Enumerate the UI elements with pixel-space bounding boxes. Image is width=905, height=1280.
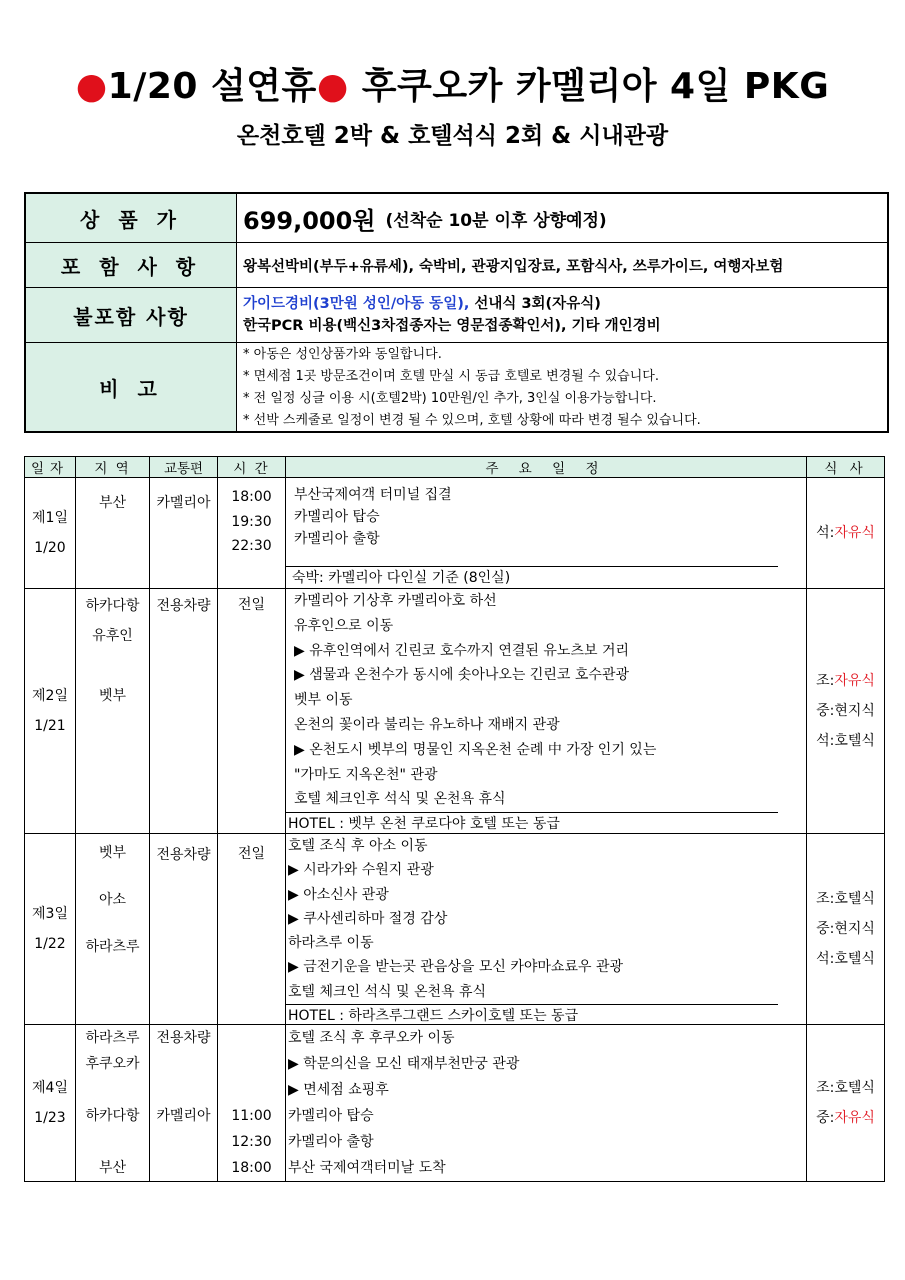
excluded-value bbox=[243, 288, 883, 342]
itinerary-day-row bbox=[25, 478, 885, 589]
region-name bbox=[76, 1077, 149, 1103]
meal-item: 석:자유식 bbox=[816, 525, 875, 541]
schedule-cell bbox=[286, 834, 807, 1025]
schedule-item: 카멜리아 기상후 카멜리아호 하선 bbox=[294, 593, 497, 609]
meal-item: 조:호텔식 bbox=[816, 891, 875, 907]
time-value: 18:00 bbox=[231, 1160, 272, 1176]
remarks-list bbox=[243, 343, 883, 431]
remark-item: * 선박 스케줄로 일정이 변경 될 수 있으며, 호텔 상황에 따라 변경 될수 있습니다. bbox=[243, 413, 701, 428]
day-date: 1/21 bbox=[34, 718, 66, 734]
region-cell bbox=[76, 589, 150, 834]
excluded-line1-rest: 선내식 3회(자유식) bbox=[469, 296, 601, 312]
meal-item: 조:호텔식 bbox=[816, 1080, 875, 1096]
time-value: 19:30 bbox=[231, 513, 272, 530]
schedule-item: ▶ 금전기운을 받는곳 관음상을 모신 카야마쇼료우 관광 bbox=[288, 959, 623, 976]
page-title bbox=[0, 58, 905, 109]
red-dot-icon: ● bbox=[75, 66, 108, 107]
time-value bbox=[218, 1077, 285, 1103]
itinerary-day-row bbox=[25, 834, 885, 1025]
time-value: 22:30 bbox=[231, 538, 272, 554]
day-date: 1/23 bbox=[34, 1110, 66, 1126]
schedule-cell bbox=[286, 1025, 807, 1182]
time-cell bbox=[218, 834, 286, 1025]
hotel-info: HOTEL : 벳부 온천 쿠로다야 호텔 또는 동급 bbox=[286, 812, 778, 834]
price-label: 상 품 가 bbox=[26, 194, 237, 242]
excluded-label: 불포함 사항 bbox=[26, 288, 237, 342]
schedule-item: 카멜리아 탑승 bbox=[288, 1108, 374, 1124]
schedule-item: 호텔 체크인 석식 및 온천욕 휴식 bbox=[288, 983, 487, 1000]
time-value bbox=[218, 1025, 285, 1051]
summary-table bbox=[24, 192, 889, 433]
transport-name: 카멜리아 bbox=[156, 1108, 211, 1124]
region-name bbox=[76, 913, 149, 937]
transport-name: 전용차량 bbox=[156, 1030, 211, 1046]
title-part2: 후쿠오카 카멜리아 4일 PKG bbox=[348, 66, 830, 107]
schedule-item: 유후인으로 이동 bbox=[294, 617, 394, 634]
hotel-info: HOTEL : 하라츠루그랜드 스카이호텔 또는 동급 bbox=[286, 1004, 778, 1026]
transport-cell bbox=[150, 478, 218, 589]
schedule-item: ▶ 온천도시 벳부의 명물인 지옥온천 순례 中 가장 인기 있는 bbox=[294, 741, 657, 758]
time-cell bbox=[218, 1025, 286, 1182]
schedule-cell bbox=[286, 478, 807, 589]
schedule-item: ▶ 시라가와 수원지 관광 bbox=[288, 862, 434, 879]
title-part1: 1/20 설연휴 bbox=[107, 66, 317, 107]
meal-item: 중:현지식 bbox=[816, 703, 875, 719]
time-value: 11:00 bbox=[231, 1108, 272, 1124]
hotel-info: 숙박: 카멜리아 다인실 기준 (8인실) bbox=[286, 566, 778, 588]
time-value: 전일 bbox=[237, 846, 266, 862]
header-time: 시 간 bbox=[218, 457, 286, 478]
schedule-item: 온천의 꽃이라 불리는 유노하나 재배지 관광 bbox=[294, 716, 560, 733]
region-name: 하라츠루 bbox=[85, 939, 140, 955]
transport-name: 카멜리아 bbox=[156, 495, 211, 511]
schedule-item: 부산국제여객 터미널 집결 bbox=[294, 487, 452, 503]
itinerary-header-row bbox=[25, 457, 885, 478]
included-label: 포 함 사 항 bbox=[26, 243, 237, 287]
region-name: 하카다항 bbox=[85, 598, 140, 614]
header-meal: 식 사 bbox=[807, 457, 885, 478]
time-value bbox=[218, 1051, 285, 1077]
day-label: 제4일 bbox=[32, 1080, 68, 1096]
schedule-cell bbox=[286, 589, 807, 834]
itinerary-day-row bbox=[25, 589, 885, 834]
meal-cell bbox=[807, 478, 885, 589]
day-date: 1/22 bbox=[34, 936, 66, 952]
region-name: 후쿠오카 bbox=[85, 1056, 140, 1072]
header-region: 지 역 bbox=[76, 457, 150, 478]
schedule-item: 카멜리아 출항 bbox=[294, 531, 380, 547]
day-label: 제2일 bbox=[32, 688, 68, 704]
itinerary-table bbox=[24, 456, 885, 1182]
region-name bbox=[76, 866, 149, 890]
meal-item: 중:자유식 bbox=[816, 1110, 875, 1126]
region-name: 벳부 bbox=[98, 688, 127, 704]
day-label: 제3일 bbox=[32, 906, 68, 922]
transport-name bbox=[150, 1077, 217, 1103]
meal-item: 석:호텔식 bbox=[816, 951, 875, 967]
meal-cell bbox=[807, 834, 885, 1025]
excluded-row bbox=[26, 287, 887, 342]
meal-item: 조:자유식 bbox=[816, 673, 875, 689]
day-label: 제1일 bbox=[32, 510, 68, 526]
day-cell bbox=[25, 589, 76, 834]
remark-item: * 아동은 성인상품가와 동일합니다. bbox=[243, 347, 442, 362]
meal-cell bbox=[807, 1025, 885, 1182]
transport-cell bbox=[150, 1025, 218, 1182]
schedule-item: 호텔 체크인후 석식 및 온천욕 휴식 bbox=[294, 791, 506, 808]
transport-name bbox=[150, 1051, 217, 1077]
time-value: 12:30 bbox=[231, 1134, 272, 1150]
excluded-line2: 한국PCR 비용(백신3차접종자는 영문접종확인서), 기타 개인경비 bbox=[243, 318, 661, 334]
day-cell bbox=[25, 478, 76, 589]
time-value: 18:00 bbox=[231, 489, 272, 505]
remarks-label: 비 고 bbox=[26, 343, 237, 431]
region-name: 아소 bbox=[98, 892, 127, 908]
meal-item: 중:현지식 bbox=[816, 921, 875, 937]
excluded-guide-fee: 가이드경비(3만원 성인/아동 동일), bbox=[243, 296, 470, 312]
header-date: 일자 bbox=[25, 457, 76, 478]
region-cell bbox=[76, 834, 150, 1025]
schedule-item: 부산 국제여객터미날 도착 bbox=[288, 1160, 446, 1176]
region-name: 하라츠루 bbox=[85, 1030, 140, 1046]
region-cell bbox=[76, 1025, 150, 1182]
schedule-item: 호텔 조식 후 아소 이동 bbox=[288, 838, 428, 854]
time-cell bbox=[218, 478, 286, 589]
region-name: 부산 bbox=[98, 495, 127, 511]
price-note: (선착순 10분 이후 상향예정) bbox=[385, 210, 607, 231]
transport-name: 전용차량 bbox=[156, 847, 211, 863]
region-name: 하카다항 bbox=[85, 1108, 140, 1124]
red-dot-icon: ● bbox=[316, 66, 349, 107]
price-amount: 699,000원 bbox=[243, 206, 376, 235]
schedule-item: ▶ 면세점 쇼핑후 bbox=[288, 1082, 389, 1098]
included-value: 왕복선박비(부두+유류세), 숙박비, 관광지입장료, 포함식사, 쓰루가이드, 여행자보험 bbox=[243, 258, 784, 275]
transport-name: 전용차량 bbox=[156, 598, 211, 614]
schedule-item: ▶ 샘물과 온천수가 동시에 솟아나오는 긴린코 호수관광 bbox=[294, 667, 629, 684]
header-transport: 교통편 bbox=[150, 457, 218, 478]
included-row bbox=[26, 242, 887, 287]
transport-cell bbox=[150, 589, 218, 834]
schedule-item: "가마도 지옥온천" 관광 bbox=[294, 766, 438, 783]
schedule-item: 카멜리아 출항 bbox=[288, 1134, 374, 1150]
day-cell bbox=[25, 1025, 76, 1182]
price-value bbox=[243, 194, 883, 242]
time-cell bbox=[218, 589, 286, 834]
remark-item: * 면세점 1곳 방문조건이며 호텔 만실 시 동급 호텔로 변경될 수 있습니다. bbox=[243, 369, 659, 384]
schedule-item: ▶ 쿠사센리하마 절경 감상 bbox=[288, 910, 448, 927]
region-cell bbox=[76, 478, 150, 589]
remark-item: * 전 일정 싱글 이용 시(호텔2박) 10만원/인 추가, 3인실 이용가능합니다. bbox=[243, 391, 657, 406]
schedule-item: ▶ 유후인역에서 긴린코 호수까지 연결된 유노츠보 거리 bbox=[294, 642, 629, 659]
region-name: 유후인 bbox=[92, 628, 133, 644]
time-value: 전일 bbox=[237, 597, 266, 613]
price-row bbox=[26, 194, 887, 242]
day-cell bbox=[25, 834, 76, 1025]
schedule-item: ▶ 학문의신을 모신 태재부천만궁 관광 bbox=[288, 1056, 520, 1072]
meal-cell bbox=[807, 589, 885, 834]
region-name bbox=[76, 651, 149, 681]
region-name: 벳부 bbox=[98, 845, 127, 861]
header-schedule: 주 요 일 정 bbox=[286, 457, 807, 478]
itinerary-day-row bbox=[25, 1025, 885, 1182]
transport-cell bbox=[150, 834, 218, 1025]
schedule-item: ▶ 아소신사 관광 bbox=[288, 886, 389, 903]
day-date: 1/20 bbox=[34, 540, 66, 556]
schedule-item: 하라츠루 이동 bbox=[288, 935, 374, 952]
schedule-item: 벳부 이동 bbox=[294, 692, 353, 709]
meal-item: 석:호텔식 bbox=[816, 733, 875, 749]
schedule-item: 호텔 조식 후 후쿠오카 이동 bbox=[288, 1030, 455, 1046]
schedule-item: 카멜리아 탑승 bbox=[294, 509, 380, 525]
remarks-row bbox=[26, 342, 887, 431]
region-name bbox=[76, 1129, 149, 1155]
page-subtitle: 온천호텔 2박 & 호텔석식 2회 & 시내관광 bbox=[236, 123, 669, 149]
region-name: 부산 bbox=[98, 1160, 127, 1176]
